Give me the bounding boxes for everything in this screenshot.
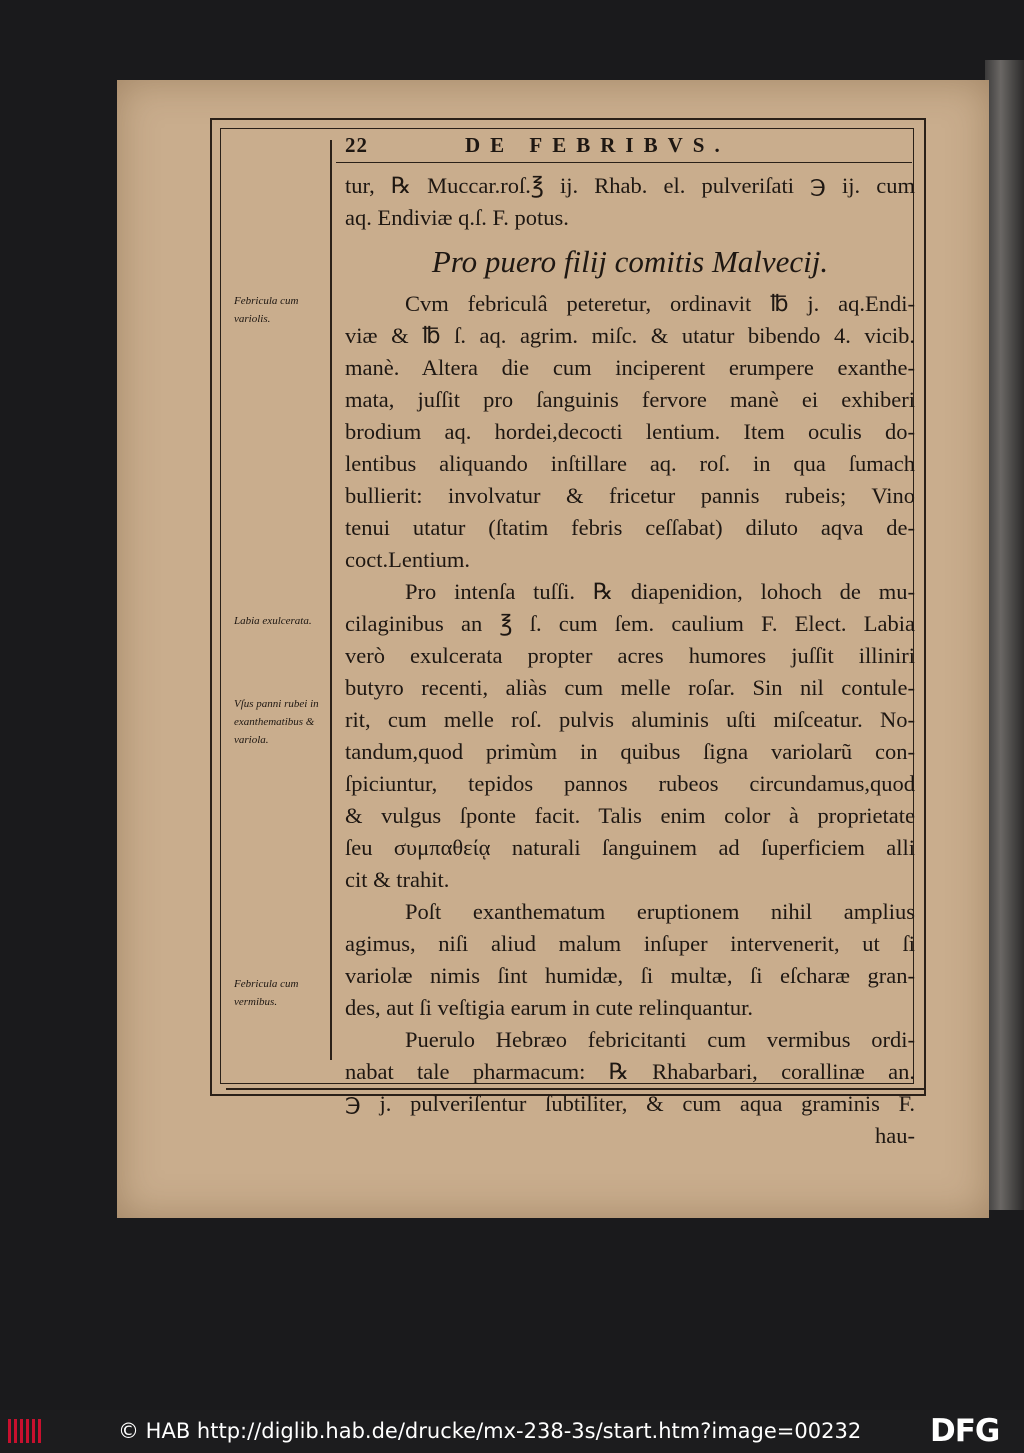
text-line: mata, juſſit pro ſanguinis fervore manè ei exhiberi — [345, 387, 915, 412]
text-line: agimus, niſi aliud malum inſuper intervenerit, ut ſi — [345, 931, 915, 956]
margin-note: Febricula cum variolis. — [234, 295, 299, 325]
main-text — [345, 170, 915, 1152]
text-line: variolæ nimis ſint humidæ, ſi multæ, ſi eſcharæ gran- — [345, 963, 915, 988]
margin-note: Vſus panni rubei in exanthematibus & variola. — [234, 698, 319, 746]
text-line: Pro intenſa tuſſi. ℞ diapenidion, lohoch de mu- — [405, 579, 915, 604]
text-line: des, aut ſi veſtigia earum in cute relinquantur. — [345, 995, 753, 1020]
text-line: tur, ℞ Muccar.roſ.℥ ij. Rhab. el. pulveriſati ℈ ij. cum — [345, 173, 915, 198]
dfg-logo: DFG — [930, 1413, 1000, 1449]
text-line: verò exulcerata propter acres humores juſſit illiniri — [345, 643, 915, 668]
margin-divider — [330, 140, 332, 1060]
margin-note: Febricula cum vermibus. — [234, 978, 299, 1008]
running-title: DE FEBRIBVS. — [465, 133, 730, 157]
text-line: & vulgus ſponte facit. Talis enim color à proprietate — [345, 803, 915, 828]
text-line: butyro recenti, aliàs cum melle roſar. Sin nil contule- — [345, 675, 915, 700]
catchword: hau- — [875, 1123, 915, 1148]
page-number: 22 — [345, 133, 368, 157]
text-line: manè. Altera die cum inciperent erumpere exanthe- — [345, 355, 915, 380]
text-line: cilaginibus an ℥ ſ. cum ſem. caulium F. Elect. Labia — [345, 611, 915, 636]
hab-logo-icon — [6, 1415, 44, 1447]
page-header — [345, 133, 905, 163]
section-heading: Pro puero filij comitis Malvecij. — [431, 244, 829, 279]
text-line: rit, cum melle roſ. pulvis aluminis uſti miſceatur. No- — [345, 707, 915, 732]
footer-citation: © HAB http://diglib.hab.de/drucke/mx-238-3s/start.htm?image=00232 — [118, 1419, 862, 1443]
text-line: Puerulo Hebræo febricitanti cum vermibus ordi- — [405, 1027, 915, 1052]
text-line: tenui utatur (ſtatim febris ceſſabat) diluto aqva de- — [345, 515, 915, 540]
text-line: lentibus aliquando inſtillare aq. roſ. in qua ſumach — [345, 451, 915, 476]
margin-note: Labia exulcerata. — [234, 615, 312, 627]
adjacent-page-edge — [985, 60, 1024, 1210]
text-line: Cvm febriculâ peteretur, ordinavit ℔ j. aq.Endi- — [405, 291, 915, 316]
text-line: ſpiciuntur, tepidos pannos rubeos circundamus,quod — [345, 771, 915, 796]
text-line: tandum,quod primùm in quibus ſigna variolarũ con- — [345, 739, 915, 764]
text-line: coct.Lentium. — [345, 547, 470, 572]
text-line: Poſt exanthematum eruptionem nihil amplius — [405, 899, 915, 924]
text-line: bullierit: involvatur & fricetur pannis rubeis; Vino — [345, 483, 915, 508]
text-line: ℈ j. pulveriſentur ſubtiliter, & cum aqua graminis F. — [345, 1091, 915, 1116]
text-line: viæ & ℔ ſ. aq. agrim. miſc. & utatur bibendo 4. vicib. — [345, 323, 915, 348]
text-line: aq. Endiviæ q.ſ. F. potus. — [345, 205, 569, 230]
text-line: nabat tale pharmacum: ℞ Rhabarbari, corallinæ an. — [345, 1059, 915, 1084]
text-line: cit & trahit. — [345, 867, 450, 892]
text-line: ſeu συμπαθείᾳ naturali ſanguinem ad ſuperficiem alli — [345, 835, 915, 860]
text-line: brodium aq. hordei,decocti lentium. Item oculis do- — [345, 419, 915, 444]
